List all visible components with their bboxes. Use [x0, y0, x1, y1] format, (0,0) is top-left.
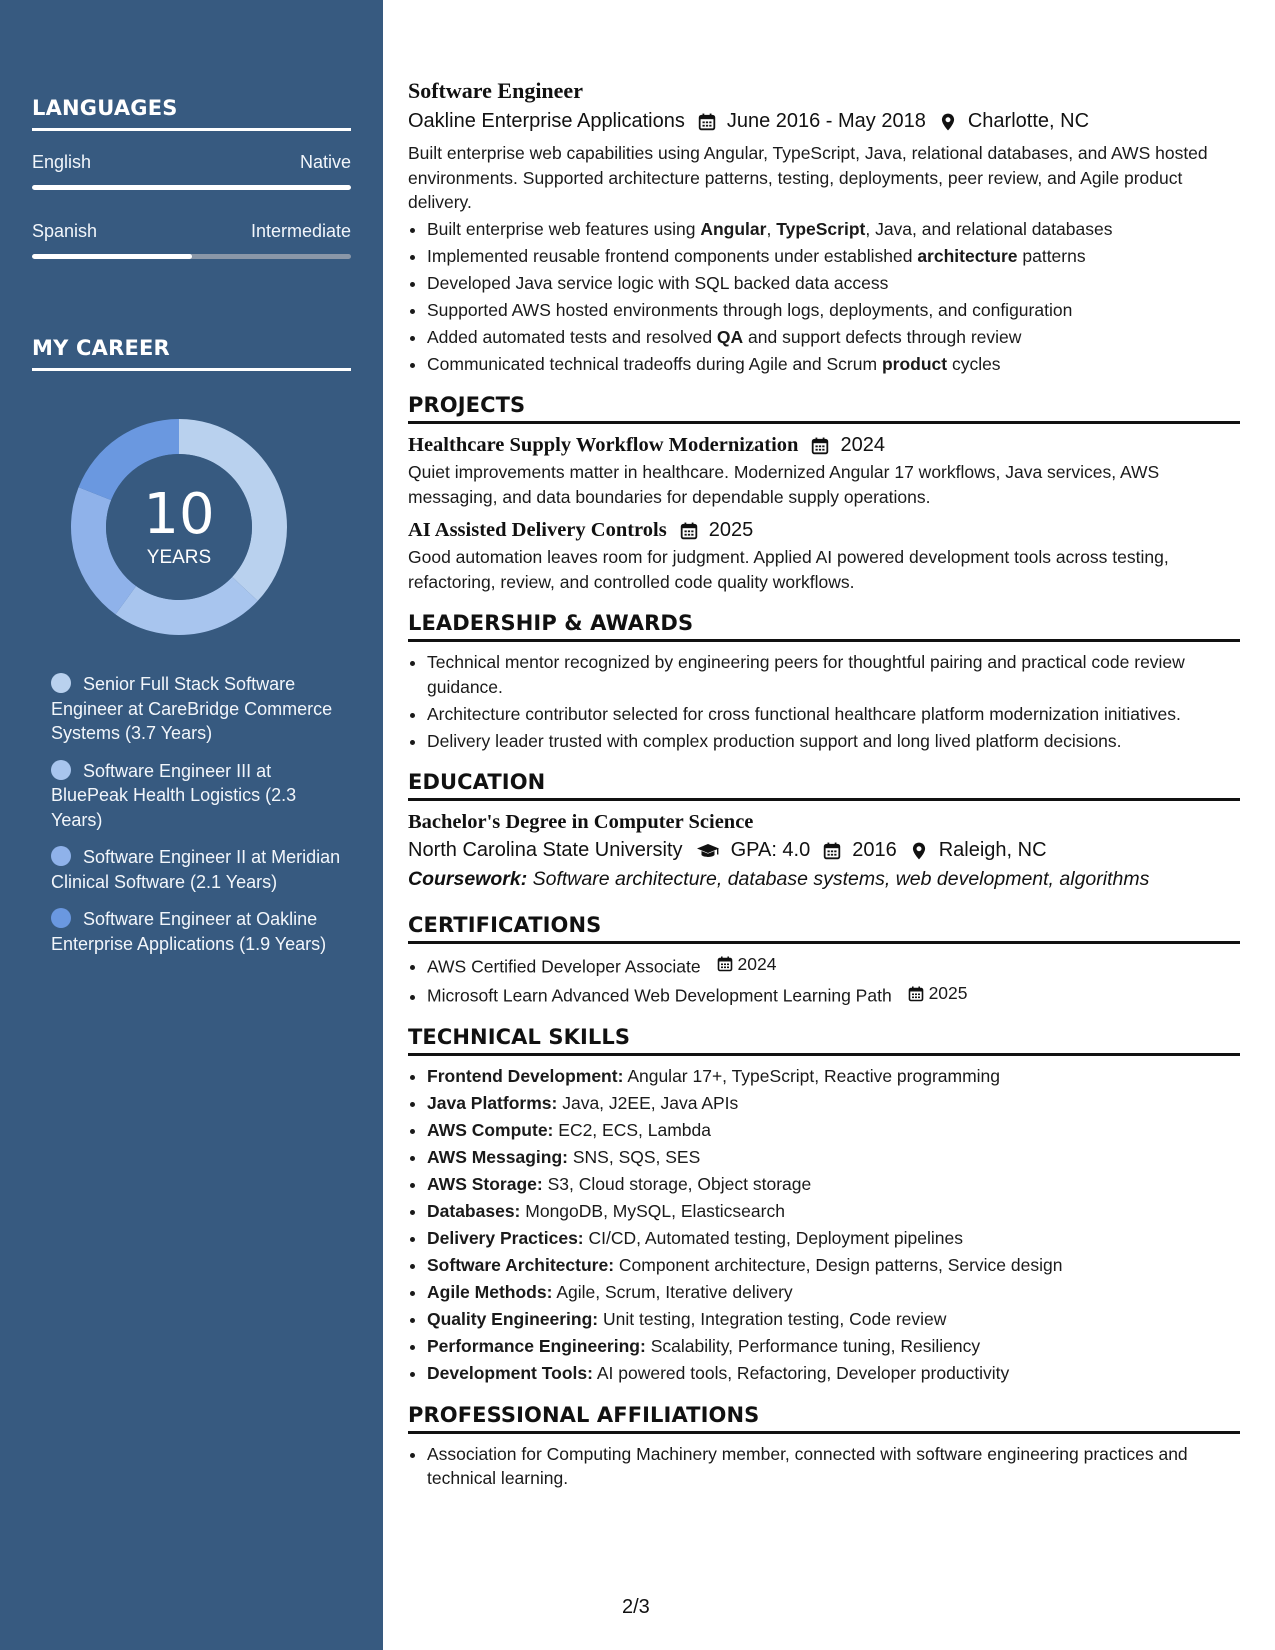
skill-item	[427, 1199, 1240, 1224]
skill-item	[427, 1172, 1240, 1197]
bullet-text: and support defects through review	[743, 326, 1022, 347]
language-level: Intermediate	[250, 221, 351, 241]
skill-values: EC2, ECS, Lambda	[558, 1120, 711, 1140]
skill-values: CI/CD, Automated testing, Deployment pipelines	[588, 1228, 964, 1248]
skill-values: Agile, Scrum, Iterative delivery	[556, 1282, 793, 1302]
skill-item	[427, 1334, 1240, 1359]
donut-center	[66, 414, 292, 640]
certification-name: AWS Certified Developer Associate	[427, 956, 701, 977]
projects-title: PROJECTS	[408, 393, 1240, 424]
coursework-text: Software architecture, database systems, web development, algorithms	[532, 868, 1150, 890]
legend-dot-icon	[51, 760, 71, 780]
project-name: AI Assisted Delivery Controls	[408, 519, 667, 541]
project-year: 2025	[708, 519, 754, 541]
job-bullets	[427, 217, 1240, 377]
skill-item	[427, 1091, 1240, 1116]
leadership-list	[427, 650, 1240, 753]
skill-item	[427, 1280, 1240, 1305]
leadership-item: • Technical mentor recognized by engineering peers for thoughtful pairing and practical code review guidance.	[427, 650, 1240, 699]
language-level-bar	[32, 185, 351, 190]
career-total-unit: YEARS	[146, 547, 212, 568]
calendar-icon	[679, 521, 699, 541]
skill-category: Performance Engineering:	[427, 1336, 646, 1356]
project-title	[408, 434, 1240, 457]
skill-values: Angular 17+, TypeScript, Reactive programming	[627, 1066, 1001, 1086]
bullet-keyword: TypeScript	[776, 218, 866, 239]
project-description: Good automation leaves room for judgment. Applied AI powered development tools across testing, refactoring, review, and controlled code quality workflows.	[408, 547, 1169, 592]
legend-dot-icon	[51, 908, 71, 928]
affiliation-item: • Association for Computing Machinery member, connected with software engineering practices and technical learning.	[427, 1442, 1240, 1491]
certifications-title: CERTIFICATIONS	[408, 913, 1240, 944]
skill-values: MongoDB, MySQL, Elasticsearch	[525, 1201, 785, 1221]
legend-dot-icon	[51, 673, 71, 693]
job-bullet	[427, 325, 1240, 350]
leadership-item: • Delivery leader trusted with complex production support and long lived platform decisions.	[427, 729, 1240, 754]
bullet-keyword: QA	[716, 326, 744, 347]
education-title: EDUCATION	[408, 770, 1240, 801]
calendar-icon	[822, 841, 842, 861]
career-legend-item	[51, 759, 341, 833]
project-year: 2024	[840, 434, 885, 456]
career-title: MY CAREER	[32, 336, 351, 371]
bullet-text: Added automated tests and resolved	[427, 326, 717, 347]
job-bullet	[427, 298, 1240, 323]
language-level-fill	[32, 254, 192, 259]
skill-item	[427, 1361, 1240, 1386]
education-year: 2016	[852, 839, 897, 861]
certification-item	[427, 952, 1240, 979]
certifications-list	[427, 952, 1240, 1008]
skill-category: Frontend Development:	[427, 1066, 624, 1086]
skill-category: Agile Methods:	[427, 1282, 553, 1302]
career-legend-label: Senior Full Stack Software Engineer at CareBridge Commerce Systems (3.7 Years)	[51, 674, 333, 743]
bullet-text: patterns	[1017, 245, 1086, 266]
job-summary: Built enterprise web capabilities using Angular, TypeScript, Java, relational databases, and AWS hosted environments. Supported architecture patterns, testing, deployments, peer review, and Agile product delivery.	[408, 143, 1208, 212]
skill-values: Java, J2EE, Java APIs	[562, 1093, 739, 1113]
career-donut-chart	[66, 414, 292, 640]
skill-category: Databases:	[427, 1201, 521, 1221]
graduation-cap-icon	[695, 841, 721, 861]
skill-category: AWS Storage:	[427, 1174, 543, 1194]
location-pin-icon	[909, 841, 929, 861]
bullet-text: Built enterprise web features using	[427, 218, 701, 239]
leadership-item: • Architecture contributor selected for cross functional healthcare platform modernization initiatives.	[427, 702, 1240, 727]
job-company: Oakline Enterprise Applications	[408, 110, 685, 132]
job-bullet	[427, 244, 1240, 269]
skill-item	[427, 1064, 1240, 1089]
career-legend	[51, 672, 341, 969]
job-meta	[408, 110, 1240, 133]
project-title	[408, 519, 1240, 542]
calendar-icon	[716, 954, 734, 974]
certification-name: Microsoft Learn Advanced Web Development Learning Path	[427, 985, 892, 1006]
certification-year: 2024	[737, 954, 777, 974]
education-coursework	[408, 868, 1240, 891]
bullet-text: Implemented reusable frontend components under established	[427, 245, 918, 266]
language-level-fill	[32, 185, 351, 190]
project-description: Quiet improvements matter in healthcare. Modernized Angular 17 workflows, Java services, AWS messaging, and data boundaries for dependable supply operations.	[408, 462, 1160, 507]
language-row-english	[32, 152, 351, 190]
education-degree: Bachelor's Degree in Computer Science	[408, 811, 754, 833]
career-legend-item	[51, 907, 341, 956]
skill-item	[427, 1145, 1240, 1170]
skill-category: Java Platforms:	[427, 1093, 558, 1113]
language-name: English	[32, 152, 92, 172]
skill-values: Component architecture, Design patterns, Service design	[618, 1255, 1063, 1275]
skill-category: Software Architecture:	[427, 1255, 615, 1275]
career-total-years: 10	[143, 482, 215, 547]
skill-category: AWS Compute:	[427, 1120, 554, 1140]
sidebar	[0, 0, 383, 1650]
job-bullet	[427, 271, 1240, 296]
skills-title: TECHNICAL SKILLS	[408, 1025, 1240, 1056]
career-legend-label: Software Engineer II at Meridian Clinical Software (2.1 Years)	[51, 847, 341, 892]
affiliations-list	[427, 1442, 1240, 1491]
career-legend-label: Software Engineer at Oakline Enterprise Applications (1.9 Years)	[51, 909, 327, 954]
skill-item	[427, 1253, 1240, 1278]
education-gpa: GPA: 4.0	[730, 839, 811, 861]
skill-values: Scalability, Performance tuning, Resiliency	[650, 1336, 981, 1356]
skill-values: AI powered tools, Refactoring, Developer productivity	[596, 1363, 1010, 1383]
education-school: North Carolina State University	[408, 839, 683, 861]
skill-item	[427, 1307, 1240, 1332]
job-title: Software Engineer	[408, 78, 583, 103]
skill-category: Development Tools:	[427, 1363, 593, 1383]
career-legend-item	[51, 845, 341, 894]
language-name: Spanish	[32, 221, 98, 241]
skill-item	[427, 1118, 1240, 1143]
skill-category: AWS Messaging:	[427, 1147, 568, 1167]
bullet-text: Developed Java service logic with SQL backed data access	[427, 272, 889, 293]
languages-title: LANGUAGES	[32, 96, 351, 131]
main-content	[408, 78, 1240, 1493]
leadership-title: LEADERSHIP & AWARDS	[408, 611, 1240, 642]
skill-item	[427, 1226, 1240, 1251]
education-location: Raleigh, NC	[938, 839, 1047, 861]
location-pin-icon	[938, 112, 958, 132]
bullet-text: , Java, and relational databases	[865, 218, 1113, 239]
skill-values: Unit testing, Integration testing, Code review	[603, 1309, 947, 1329]
job-location: Charlotte, NC	[967, 110, 1090, 132]
bullet-text: cycles	[947, 353, 1001, 374]
language-level: Native	[299, 152, 351, 172]
job-dates: June 2016 - May 2018	[726, 110, 926, 132]
skills-list	[427, 1064, 1240, 1386]
skill-category: Quality Engineering:	[427, 1309, 599, 1329]
job-bullet	[427, 352, 1240, 377]
page-number: 2/3	[622, 1596, 650, 1618]
skill-category: Delivery Practices:	[427, 1228, 584, 1248]
coursework-label: Coursework:	[408, 868, 528, 890]
job-bullet	[427, 217, 1240, 242]
bullet-keyword: architecture	[917, 245, 1018, 266]
bullet-text: ,	[766, 218, 777, 239]
calendar-icon	[697, 112, 717, 132]
career-legend-label: Software Engineer III at BluePeak Health Logistics (2.3 Years)	[51, 760, 297, 830]
calendar-icon	[810, 436, 830, 456]
career-legend-item	[51, 672, 341, 746]
skill-values: SNS, SQS, SES	[572, 1147, 701, 1167]
affiliations-title: PROFESSIONAL AFFILIATIONS	[408, 1403, 1240, 1434]
certification-item	[427, 981, 1240, 1008]
bullet-text: Supported AWS hosted environments through logs, deployments, and configuration	[427, 299, 1073, 320]
legend-dot-icon	[51, 846, 71, 866]
certification-year: 2025	[928, 983, 968, 1004]
language-level-bar	[32, 254, 351, 259]
bullet-keyword: product	[881, 353, 948, 374]
language-row-spanish	[32, 221, 351, 259]
calendar-icon	[907, 984, 925, 1004]
bullet-keyword: Angular	[700, 218, 767, 239]
bullet-text: Communicated technical tradeoffs during Agile and Scrum	[427, 353, 882, 374]
project-name: Healthcare Supply Workflow Modernization	[408, 434, 799, 456]
skill-values: S3, Cloud storage, Object storage	[547, 1174, 812, 1194]
education-meta	[408, 839, 1240, 862]
